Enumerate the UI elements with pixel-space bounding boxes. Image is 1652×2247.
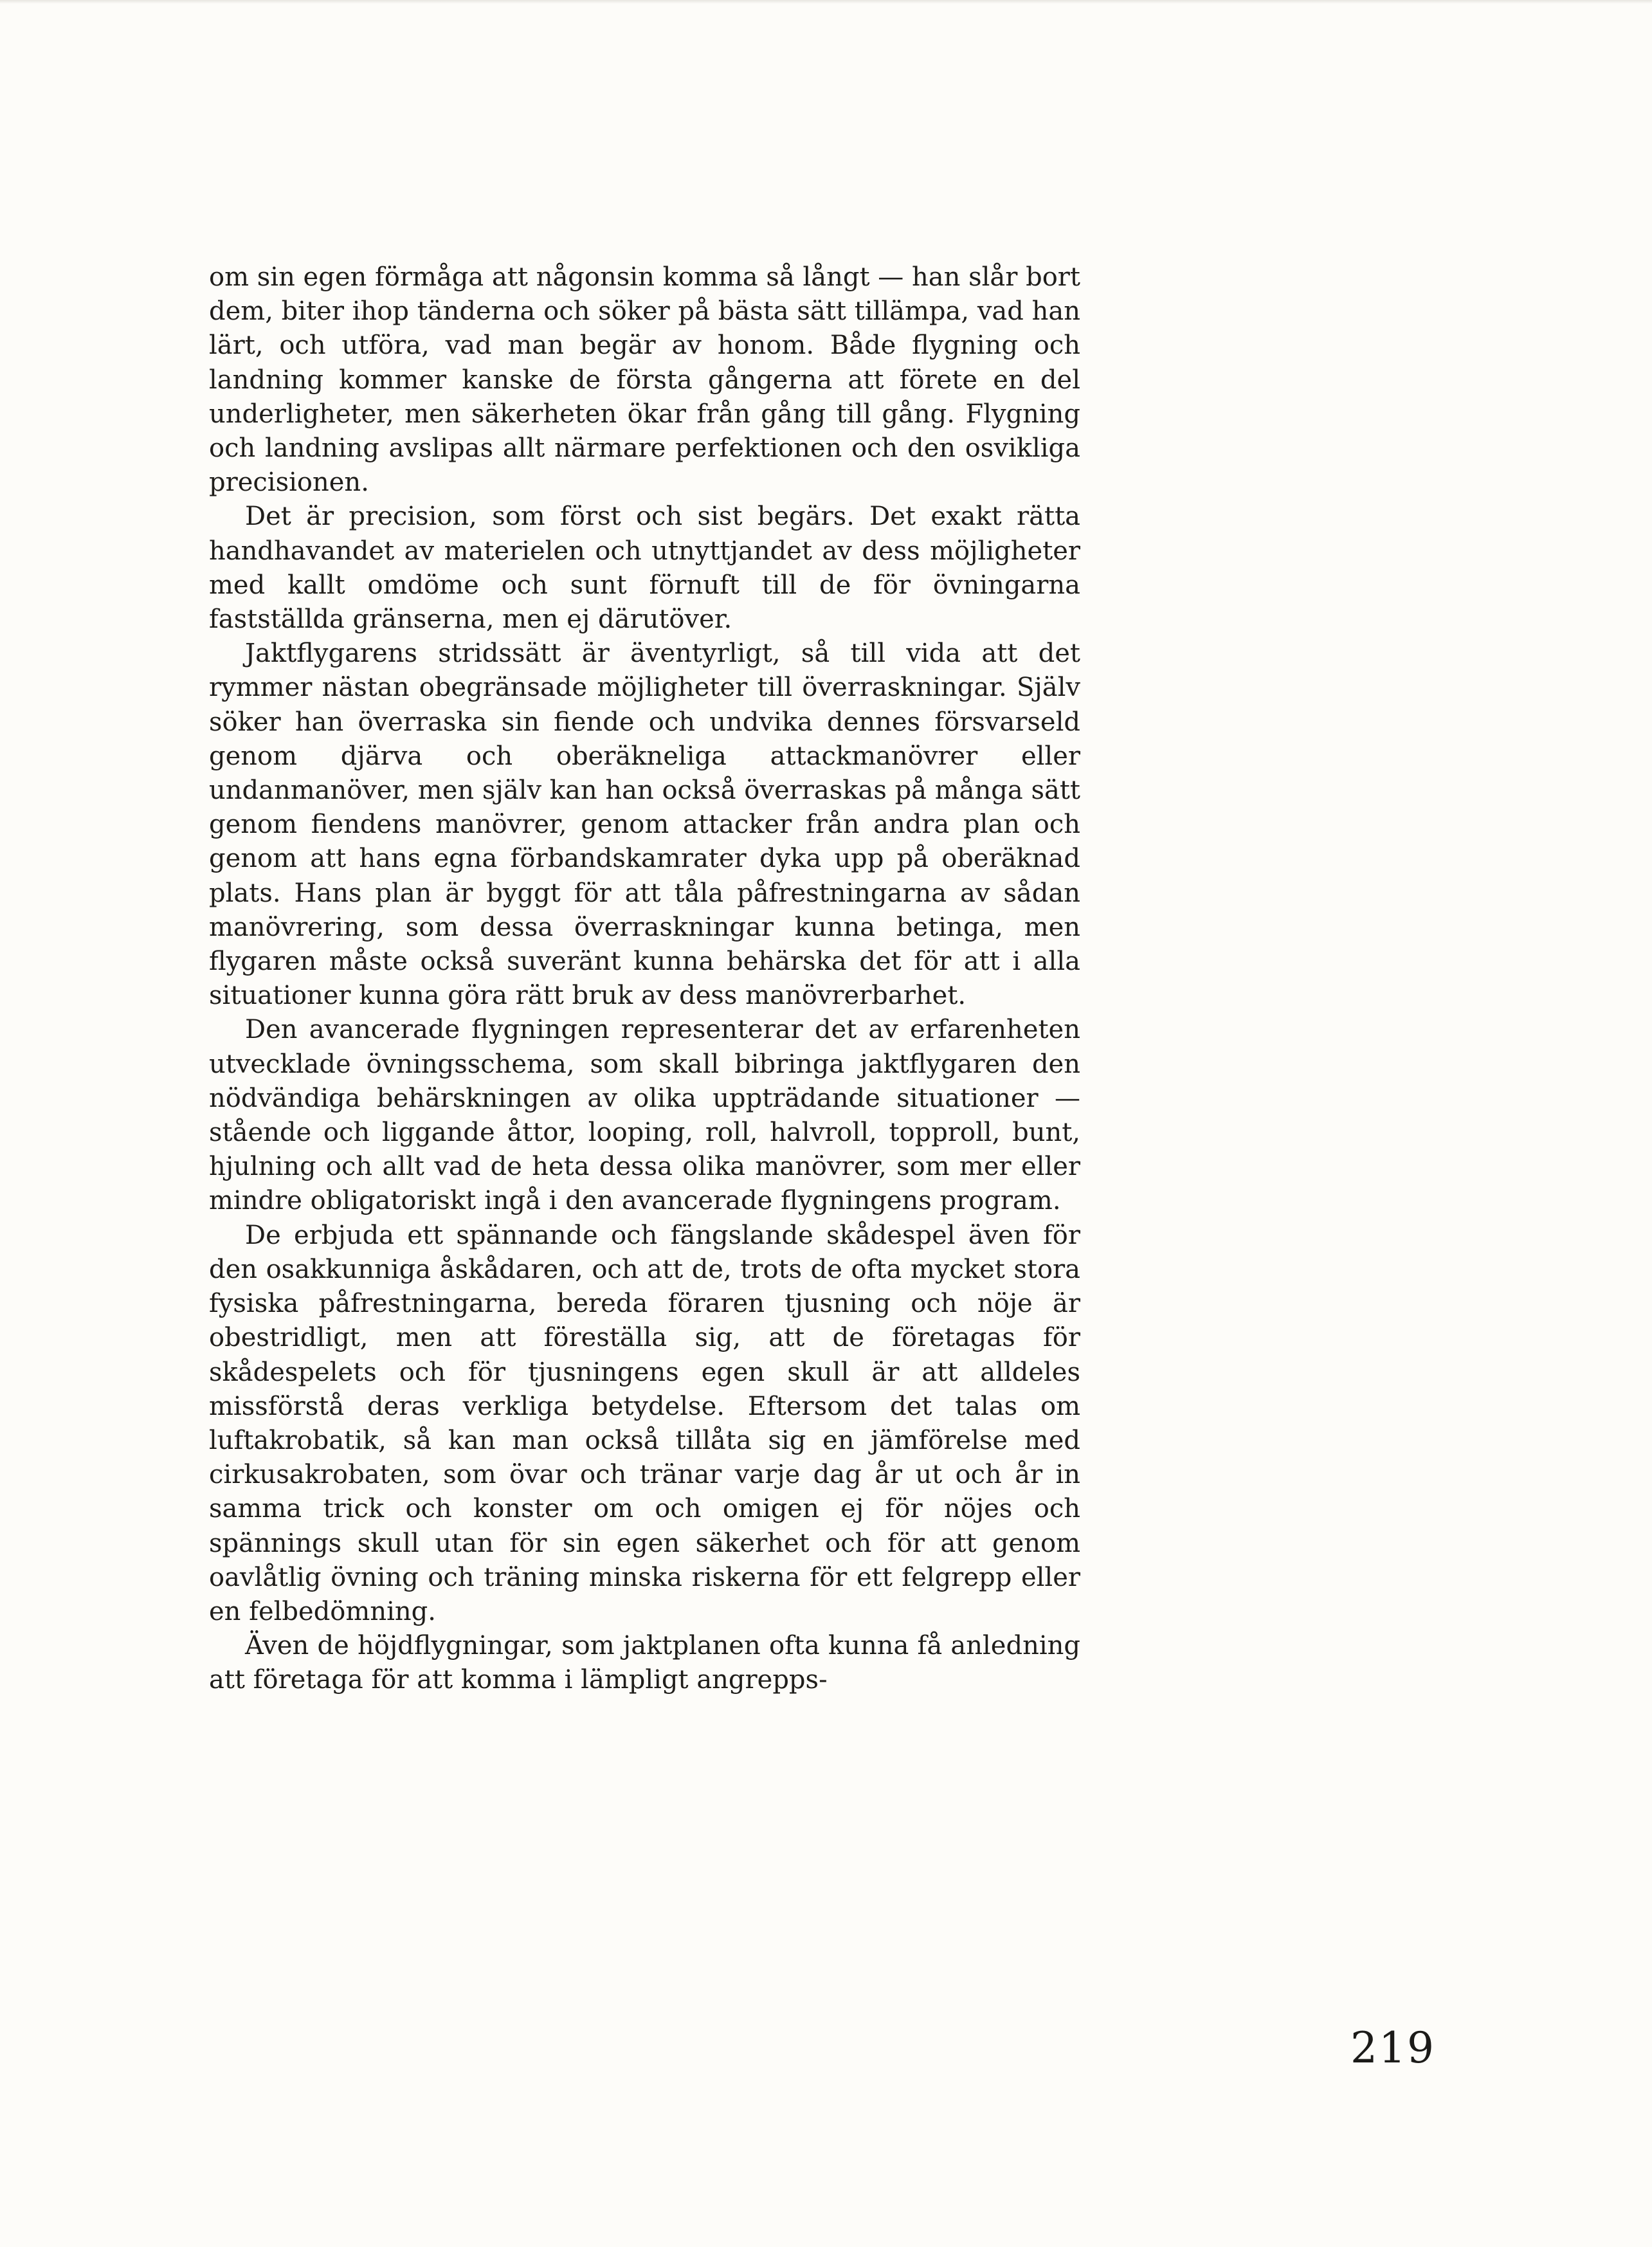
paragraph: De erbjuda ett spännande och fängslande skådespel även för den osakkunniga åskådaren, och att de, trots de ofta mycket stora fysiska påfrestningarna, bereda föraren tjusning och nöje är obestridligt, men att föreställa sig, att de företagas för skådespelets och för tjusningens egen skull är att alldeles missförstå deras verkliga betydelse. Eftersom det talas om luftakrobatik, så kan man också tillåta sig en jämförelse med cirkusakrobaten, som övar och tränar varje dag år ut och år in samma trick och konster om och omigen ej för nöjes och spännings skull utan för sin egen säkerhet och för att genom oavlåtlig övning och träning minska riskerna för ett felgrepp eller en felbedömning.	[209, 1220, 1080, 1626]
paragraph: Jaktflygarens stridssätt är äventyrligt, så till vida att det rymmer nästan obegränsade möjligheter till överraskningar. Själv söker han överraska sin fiende och undvika dennes försvarseld genom djärva och oberäkneliga attackmanövrer eller undanmanöver, men själv kan han också överraskas på många sätt genom fiendens manövrer, genom attacker från andra plan och genom att hans egna förbandskamrater dyka upp på oberäknad plats. Hans plan är byggt för att tåla påfrestningarna av sådan manövrering, som dessa överraskningar kunna betinga, men flygaren måste också suveränt kunna behärska det för att i alla situationer kunna göra rätt bruk av dess manövrerbarhet.	[209, 639, 1080, 1011]
page-number: 219	[1350, 2023, 1435, 2073]
paragraph: om sin egen förmåga att någonsin komma så långt — han slår bort dem, biter ihop tänderna och söker på bästa sätt tillämpa, vad han lärt, och utföra, vad man begär av honom. Både flygning och landning kommer kanske de första gångerna att förete en del underligheter, men säkerheten ökar från gång till gång. Flygning och landning avslipas allt närmare perfektionen och den osvikliga precisionen.	[209, 262, 1080, 498]
page-top-edge	[0, 0, 1652, 4]
body-text	[209, 260, 1080, 1698]
paragraph: Det är precision, som först och sist begärs. Det exakt rätta handhavandet av materielen och utnyttjandet av dess möjligheter med kallt omdöme och sunt förnuft till de för övningarna fastställda gränserna, men ej därutöver.	[209, 502, 1080, 635]
paragraph: Den avancerade flygningen representerar det av erfarenheten utvecklade övningsschema, som skall bibringa jaktflygaren den nödvändiga behärskningen av olika uppträdande situationer — stående och liggande åttor, looping, roll, halvroll, topproll, bunt, hjulning och allt vad de heta dessa olika manövrer, som mer eller mindre obligatoriskt ingå i den avancerade flygningens program.	[209, 1015, 1080, 1216]
paragraph: Även de höjdflygningar, som jaktplanen ofta kunna få anledning att företaga för att komma i lämpligt angrepps-	[209, 1631, 1080, 1695]
